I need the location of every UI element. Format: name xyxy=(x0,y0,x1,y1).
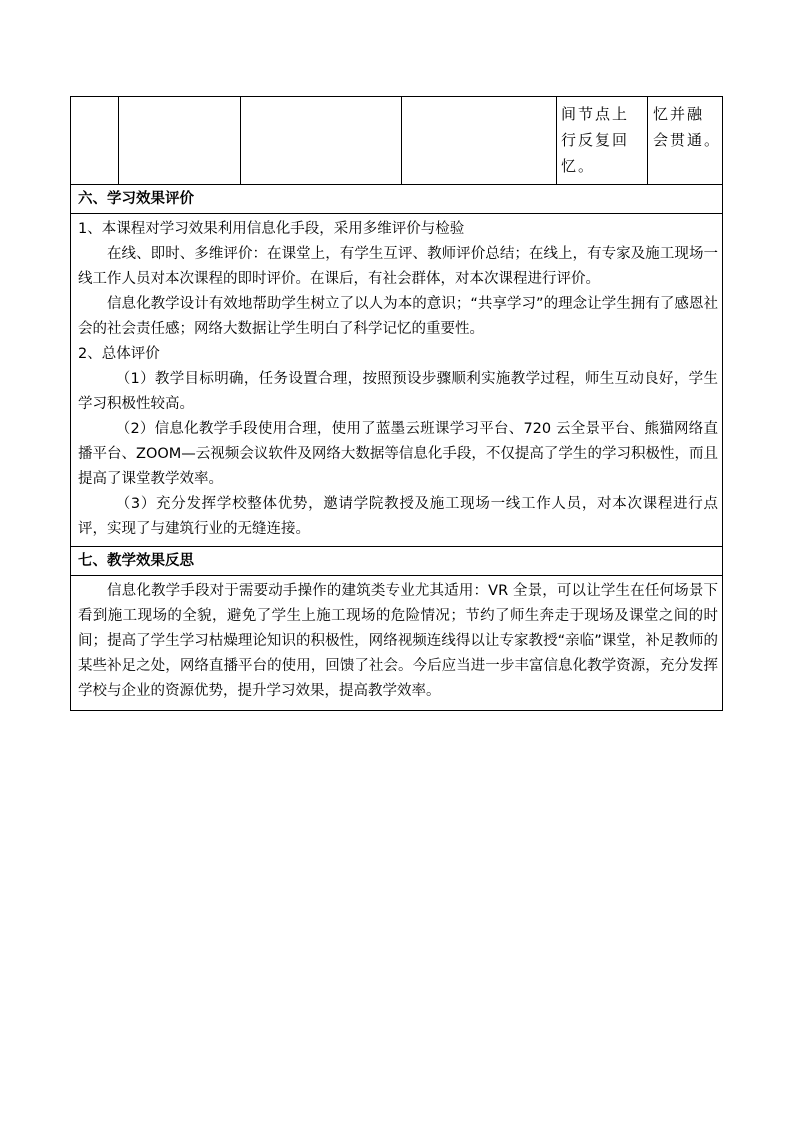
table-continuation-row xyxy=(70,96,723,184)
section-body-teaching-reflection xyxy=(70,575,723,711)
column-divider xyxy=(556,97,557,184)
cell-line: 会贯通。 xyxy=(653,131,722,149)
document-table xyxy=(70,96,723,711)
cell-line: 忆并融 xyxy=(653,105,705,123)
section-title-learning-evaluation: 六、学习效果评价 xyxy=(70,184,723,213)
cell-line: 间节点上 xyxy=(561,105,630,123)
table-cell-col6 xyxy=(653,97,721,153)
paragraph: 1、本课程对学习效果利用信息化手段，采用多维评价与检验 xyxy=(78,221,465,237)
paragraph: （2）信息化教学手段使用合理，使用了蓝墨云班课学习平台、720 云全景平台、熊猫网络直播平台、ZOOM—云视频会议软件及网络大数据等信息化手段，不仅提高了学生的学习积极性，而且提高了课堂教学效率。 xyxy=(78,421,718,487)
cell-line: 忆。 xyxy=(561,157,596,175)
column-divider xyxy=(401,97,402,184)
cell-line: 行反复回 xyxy=(561,131,630,149)
paragraph: 信息化教学手段对于需要动手操作的建筑类专业尤其适用：VR 全景，可以让学生在任何场景下看到施工现场的全貌，避免了学生上施工现场的危险情况；节约了师生奔走于现场及课堂之间的时间；提高了学生学习枯燥理论知识的积极性，网络视频连线得以让专家教授“亲临”课堂，补足教师的某些补足之处，网络直播平台的使用，回馈了社会。今后应当进一步丰富信息化教学资源，充分发挥学校与企业的资源优势，提升学习效果，提高教学效率。 xyxy=(78,583,718,699)
column-divider xyxy=(647,97,648,184)
paragraph: 在线、即时、多维评价：在课堂上，有学生互评、教师评价总结；在线上，有专家及施工现场一线工作人员对本次课程的即时评价。在课后，有社会群体，对本次课程进行评价。 xyxy=(78,246,718,287)
section-body-learning-evaluation xyxy=(70,213,723,546)
paragraph: （1）教学目标明确，任务设置合理，按照预设步骤顺利实施教学过程，师生互动良好，学生学习积极性较高。 xyxy=(78,371,718,412)
paragraph: 信息化教学设计有效地帮助学生树立了以人为本的意识；“共享学习”的理念让学生拥有了感恩社会的社会责任感；网络大数据让学生明白了科学记忆的重要性。 xyxy=(78,296,718,337)
table-cell-col5 xyxy=(561,97,629,179)
paragraph: 2、总体评价 xyxy=(78,346,160,362)
section-title-teaching-reflection: 七、教学效果反思 xyxy=(70,546,723,575)
paragraph: （3）充分发挥学校整体优势，邀请学院教授及施工现场一线工作人员，对本次课程进行点评，实现了与建筑行业的无缝连接。 xyxy=(78,496,718,537)
column-divider xyxy=(240,97,241,184)
column-divider xyxy=(118,97,119,184)
